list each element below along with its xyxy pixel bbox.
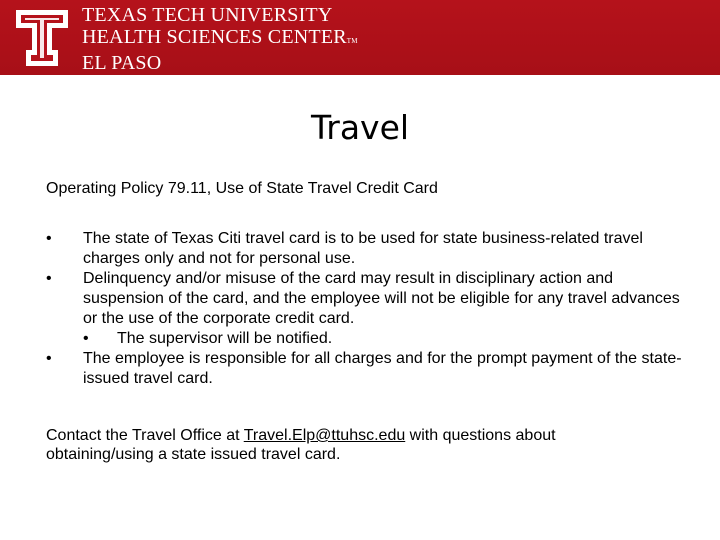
trademark-mark: TM — [346, 37, 358, 45]
list-item — [46, 229, 686, 269]
list-item — [46, 349, 686, 389]
double-t-logo-icon — [14, 8, 70, 68]
policy-heading: Operating Policy 79.11, Use of State Travel Credit Card — [46, 180, 438, 197]
bullet-list — [46, 229, 686, 389]
institution-name-line1: TEXAS TECH UNIVERSITY — [82, 4, 333, 26]
sub-bullet-icon: • — [83, 330, 89, 347]
institution-header — [0, 0, 720, 75]
list-item — [46, 269, 686, 349]
institution-name — [82, 4, 358, 74]
bullet-text: Delinquency and/or misuse of the card may result in disciplinary action and suspension of the card, and the employee will not be eligible for any travel advances or the use of the corporate credit card. — [83, 270, 680, 327]
sub-list-item — [83, 329, 686, 349]
contact-text: Contact the Travel Office at Travel.Elp@ttuhsc.edu with questions about obtaining/using a state issued travel card. — [46, 427, 556, 463]
bullet-icon: • — [46, 350, 52, 367]
sub-bullet-text: The supervisor will be notified. — [117, 330, 333, 347]
sub-bullet-list — [83, 329, 686, 349]
bullet-text: The state of Texas Citi travel card is to be used for state business-related travel charges only and not for personal use. — [83, 230, 643, 267]
bullet-text: The employee is responsible for all charges and for the prompt payment of the state-issued travel card. — [83, 350, 682, 387]
bullet-icon: • — [46, 270, 52, 287]
institution-name-line2: HEALTH SCIENCES CENTERTM — [82, 26, 358, 48]
institution-name-line3: EL PASO — [82, 52, 162, 74]
slide-title: Travel — [310, 108, 410, 147]
travel-office-email-link[interactable]: Travel.Elp@ttuhsc.edu — [243, 427, 406, 444]
bullet-icon: • — [46, 230, 52, 247]
